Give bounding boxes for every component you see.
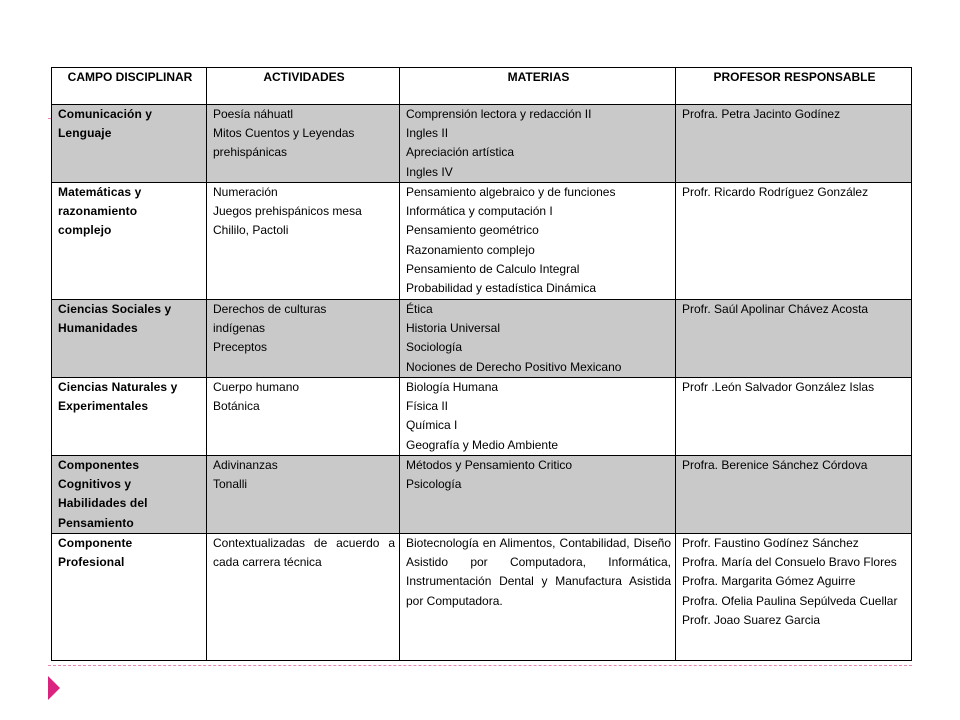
actividades-line: Poesía náhuatl	[213, 107, 294, 121]
materias-line: Informática y computación I	[406, 204, 553, 219]
cell-materias	[400, 456, 676, 534]
materias-line: Historia Universal	[406, 321, 501, 336]
materias-line: Física II	[406, 399, 449, 414]
materias-line: Ingles IV	[406, 164, 453, 179]
header-profesor-responsable: PROFESOR RESPONSABLE	[676, 68, 912, 105]
materias-line: Geografía y Medio Ambiente	[406, 437, 559, 452]
cell-materias	[400, 534, 676, 661]
profesor-line: Profra. Margarita Gómez Aguirre	[682, 574, 856, 589]
profesor-line: Profr. Faustino Godínez Sánchez	[682, 536, 859, 550]
table-row	[52, 183, 912, 300]
actividades-line: Derechos de culturas	[213, 302, 327, 316]
cell-actividades	[207, 300, 400, 378]
cell-materias	[400, 378, 676, 456]
table-body	[52, 105, 912, 661]
campo-line: Profesional	[58, 555, 125, 570]
actividades-line: Cuerpo humano	[213, 380, 300, 394]
table-row	[52, 300, 912, 378]
campo-line: Cognitivos y	[58, 477, 132, 492]
cell-campo	[52, 183, 207, 300]
cell-materias	[400, 183, 676, 300]
materias-line: Métodos y Pensamiento Critico	[406, 458, 573, 472]
materias-line: Comprensión lectora y redacción II	[406, 107, 592, 121]
actividades-line: Numeración	[213, 185, 278, 199]
campo-line: Ciencias Naturales y	[58, 380, 178, 394]
profesor-line: Profra. Petra Jacinto Godínez	[682, 107, 841, 121]
cell-campo	[52, 534, 207, 661]
cell-actividades	[207, 183, 400, 300]
actividades-line: Chililo, Pactoli	[213, 223, 289, 238]
campo-line: Ciencias Sociales y	[58, 302, 172, 316]
profesor-line: Profra. María del Consuelo Bravo Flores	[682, 555, 897, 570]
cell-profesor	[676, 300, 912, 378]
materias-line: Psicología	[406, 477, 462, 492]
table-row	[52, 378, 912, 456]
cell-profesor	[676, 534, 912, 661]
profesor-line: Profr. Joao Suarez Garcia	[682, 612, 821, 627]
play-arrow-icon	[48, 676, 60, 700]
campo-line: Humanidades	[58, 321, 138, 336]
cell-campo	[52, 378, 207, 456]
cell-actividades	[207, 456, 400, 534]
actividades-line: Contextualizadas de acuerdo a cada carrera técnica	[213, 536, 395, 570]
cell-actividades	[207, 378, 400, 456]
materias-line: Probabilidad y estadística Dinámica	[406, 281, 597, 296]
campo-line: Componentes	[58, 458, 140, 472]
materias-line: Ingles II	[406, 126, 449, 141]
header-materias: MATERIAS	[400, 68, 676, 105]
materias-line: Razonamiento complejo	[406, 242, 535, 257]
cell-profesor	[676, 105, 912, 183]
actividades-line: Juegos prehispánicos mesa	[213, 204, 362, 219]
materias-line: Biotecnología en Alimentos, Contabilidad, Diseño Asistido por Computadora, Informática, Instrumentación Dental y Manufactura Asistida por Computadora.	[406, 536, 671, 608]
header-campo-disciplinar: CAMPO DISCIPLINAR	[52, 68, 207, 105]
table-row	[52, 105, 912, 183]
campo-line: complejo	[58, 223, 112, 238]
campo-line: Matemáticas y	[58, 185, 142, 199]
cell-materias	[400, 300, 676, 378]
actividades-line: indígenas	[213, 321, 266, 336]
table-row	[52, 534, 912, 661]
profesor-line: Profr. Saúl Apolinar Chávez Acosta	[682, 302, 869, 316]
materias-line: Sociología	[406, 340, 463, 355]
profesor-line: Profra. Ofelia Paulina Sepúlveda Cuellar	[682, 593, 898, 608]
table-header-row	[52, 68, 912, 105]
header-actividades: ACTIVIDADES	[207, 68, 400, 105]
cell-campo	[52, 300, 207, 378]
materias-line: Pensamiento de Calculo Integral	[406, 261, 580, 276]
subjects-table	[51, 67, 912, 661]
actividades-line: Tonalli	[213, 477, 248, 492]
actividades-line: Botánica	[213, 399, 260, 414]
campo-line: Componente	[58, 536, 133, 550]
materias-line: Biología Humana	[406, 380, 499, 394]
campo-line: razonamiento	[58, 204, 138, 219]
cell-profesor	[676, 378, 912, 456]
profesor-line: Profr. Ricardo Rodríguez González	[682, 185, 869, 199]
materias-line: Química I	[406, 418, 458, 433]
campo-line: Lenguaje	[58, 126, 112, 141]
cell-actividades	[207, 534, 400, 661]
decorative-bottom-rule	[48, 665, 912, 666]
cell-campo	[52, 456, 207, 534]
actividades-line: Preceptos	[213, 340, 268, 355]
actividades-line: prehispánicas	[213, 145, 288, 160]
actividades-line: Adivinanzas	[213, 458, 278, 472]
campo-line: Habilidades del	[58, 496, 148, 511]
subjects-table-container	[51, 67, 911, 661]
cell-actividades	[207, 105, 400, 183]
actividades-line: Mitos Cuentos y Leyendas	[213, 126, 355, 141]
cell-materias	[400, 105, 676, 183]
materias-line: Apreciación artística	[406, 145, 515, 160]
profesor-line: Profra. Berenice Sánchez Córdova	[682, 458, 868, 472]
materias-line: Pensamiento algebraico y de funciones	[406, 185, 616, 199]
profesor-line: Profr .León Salvador González Islas	[682, 380, 875, 394]
materias-line: Pensamiento geométrico	[406, 223, 539, 238]
cell-profesor	[676, 183, 912, 300]
campo-line: Experimentales	[58, 399, 149, 414]
materias-line: Ética	[406, 302, 433, 316]
table-row	[52, 456, 912, 534]
materias-line: Nociones de Derecho Positivo Mexicano	[406, 359, 622, 374]
campo-line: Comunicación y	[58, 107, 153, 121]
cell-campo	[52, 105, 207, 183]
cell-profesor	[676, 456, 912, 534]
campo-line: Pensamiento	[58, 515, 134, 530]
